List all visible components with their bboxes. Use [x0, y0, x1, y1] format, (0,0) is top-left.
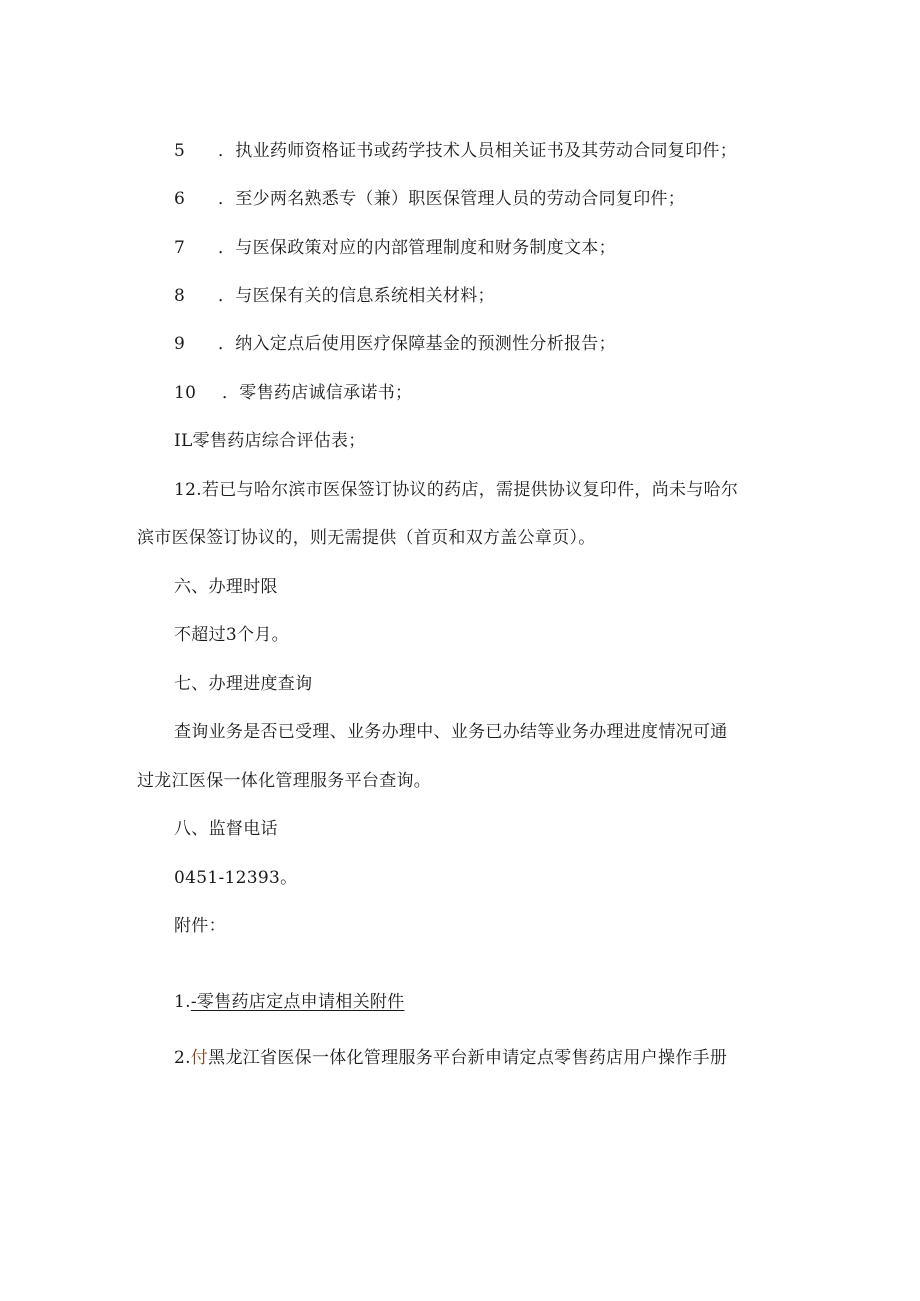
item-number: 10 [174, 383, 197, 403]
item-text: ．零售药店诚信承诺书； [222, 383, 413, 403]
attachment-number: 1. [174, 992, 191, 1012]
section-7-body-line-1: 查询业务是否已受理、业务办理中、业务已办结等业务办理进度情况可通 [174, 722, 728, 742]
item-text: ．与医保政策对应的内部管理制度和财务制度文本； [218, 238, 616, 258]
item-text: IL零售药店综合评估表； [174, 431, 366, 451]
item-text: 滨市医保签订协议的，则无需提供（首页和双方盖公章页）。 [137, 528, 596, 548]
section-6-heading: 六、办理时限 [174, 577, 278, 597]
attachments-label: 附件： [174, 916, 226, 936]
list-item-9 [174, 333, 616, 355]
item-number: 7 [174, 238, 186, 258]
list-item-8 [174, 285, 495, 307]
item-number: 6 [174, 189, 186, 209]
section-7-body-line-2: 过龙江医保一体化管理服务平台查询。 [137, 771, 432, 791]
item-text: 12.若已与哈尔滨市医保签订协议的药店，需提供协议复印件，尚未与哈尔 [174, 480, 739, 500]
item-text: ．纳入定点后使用医疗保障基金的预测性分析报告； [218, 334, 616, 354]
list-item-10 [174, 382, 412, 404]
attachment-number: 2. [174, 1048, 191, 1068]
item-text: ．至少两名熟悉专（兼）职医保管理人员的劳动合同复印件； [218, 189, 686, 209]
section-6-body: 不超过3个月。 [174, 625, 289, 645]
attachment-1-link[interactable]: -零售药店定点申请相关附件 [190, 992, 405, 1012]
attachment-2-text: 黑龙江省医保一体化管理服务平台新申请定点零售药店用户操作手册 [208, 1048, 728, 1068]
list-item-12-line-1 [174, 479, 738, 501]
list-item-6 [174, 188, 685, 210]
list-item-11 [174, 430, 366, 452]
section-7-heading: 七、办理进度查询 [174, 674, 313, 694]
item-number: 9 [174, 334, 186, 354]
list-item-12-line-2 [137, 527, 596, 549]
attachment-2-mark: 付 [190, 1048, 209, 1068]
list-item-7 [174, 237, 616, 259]
item-number: 8 [174, 286, 186, 306]
section-8-heading: 八、监督电话 [174, 819, 278, 839]
section-8-body: 0451-12393。 [174, 868, 298, 888]
item-number: 5 [174, 141, 186, 161]
item-text: ．与医保有关的信息系统相关材料； [218, 286, 495, 306]
list-item-5 [174, 140, 737, 162]
item-text: ．执业药师资格证书或药学技术人员相关证书及其劳动合同复印件； [218, 141, 737, 161]
attachment-1 [174, 991, 404, 1013]
attachment-2 [174, 1047, 727, 1069]
